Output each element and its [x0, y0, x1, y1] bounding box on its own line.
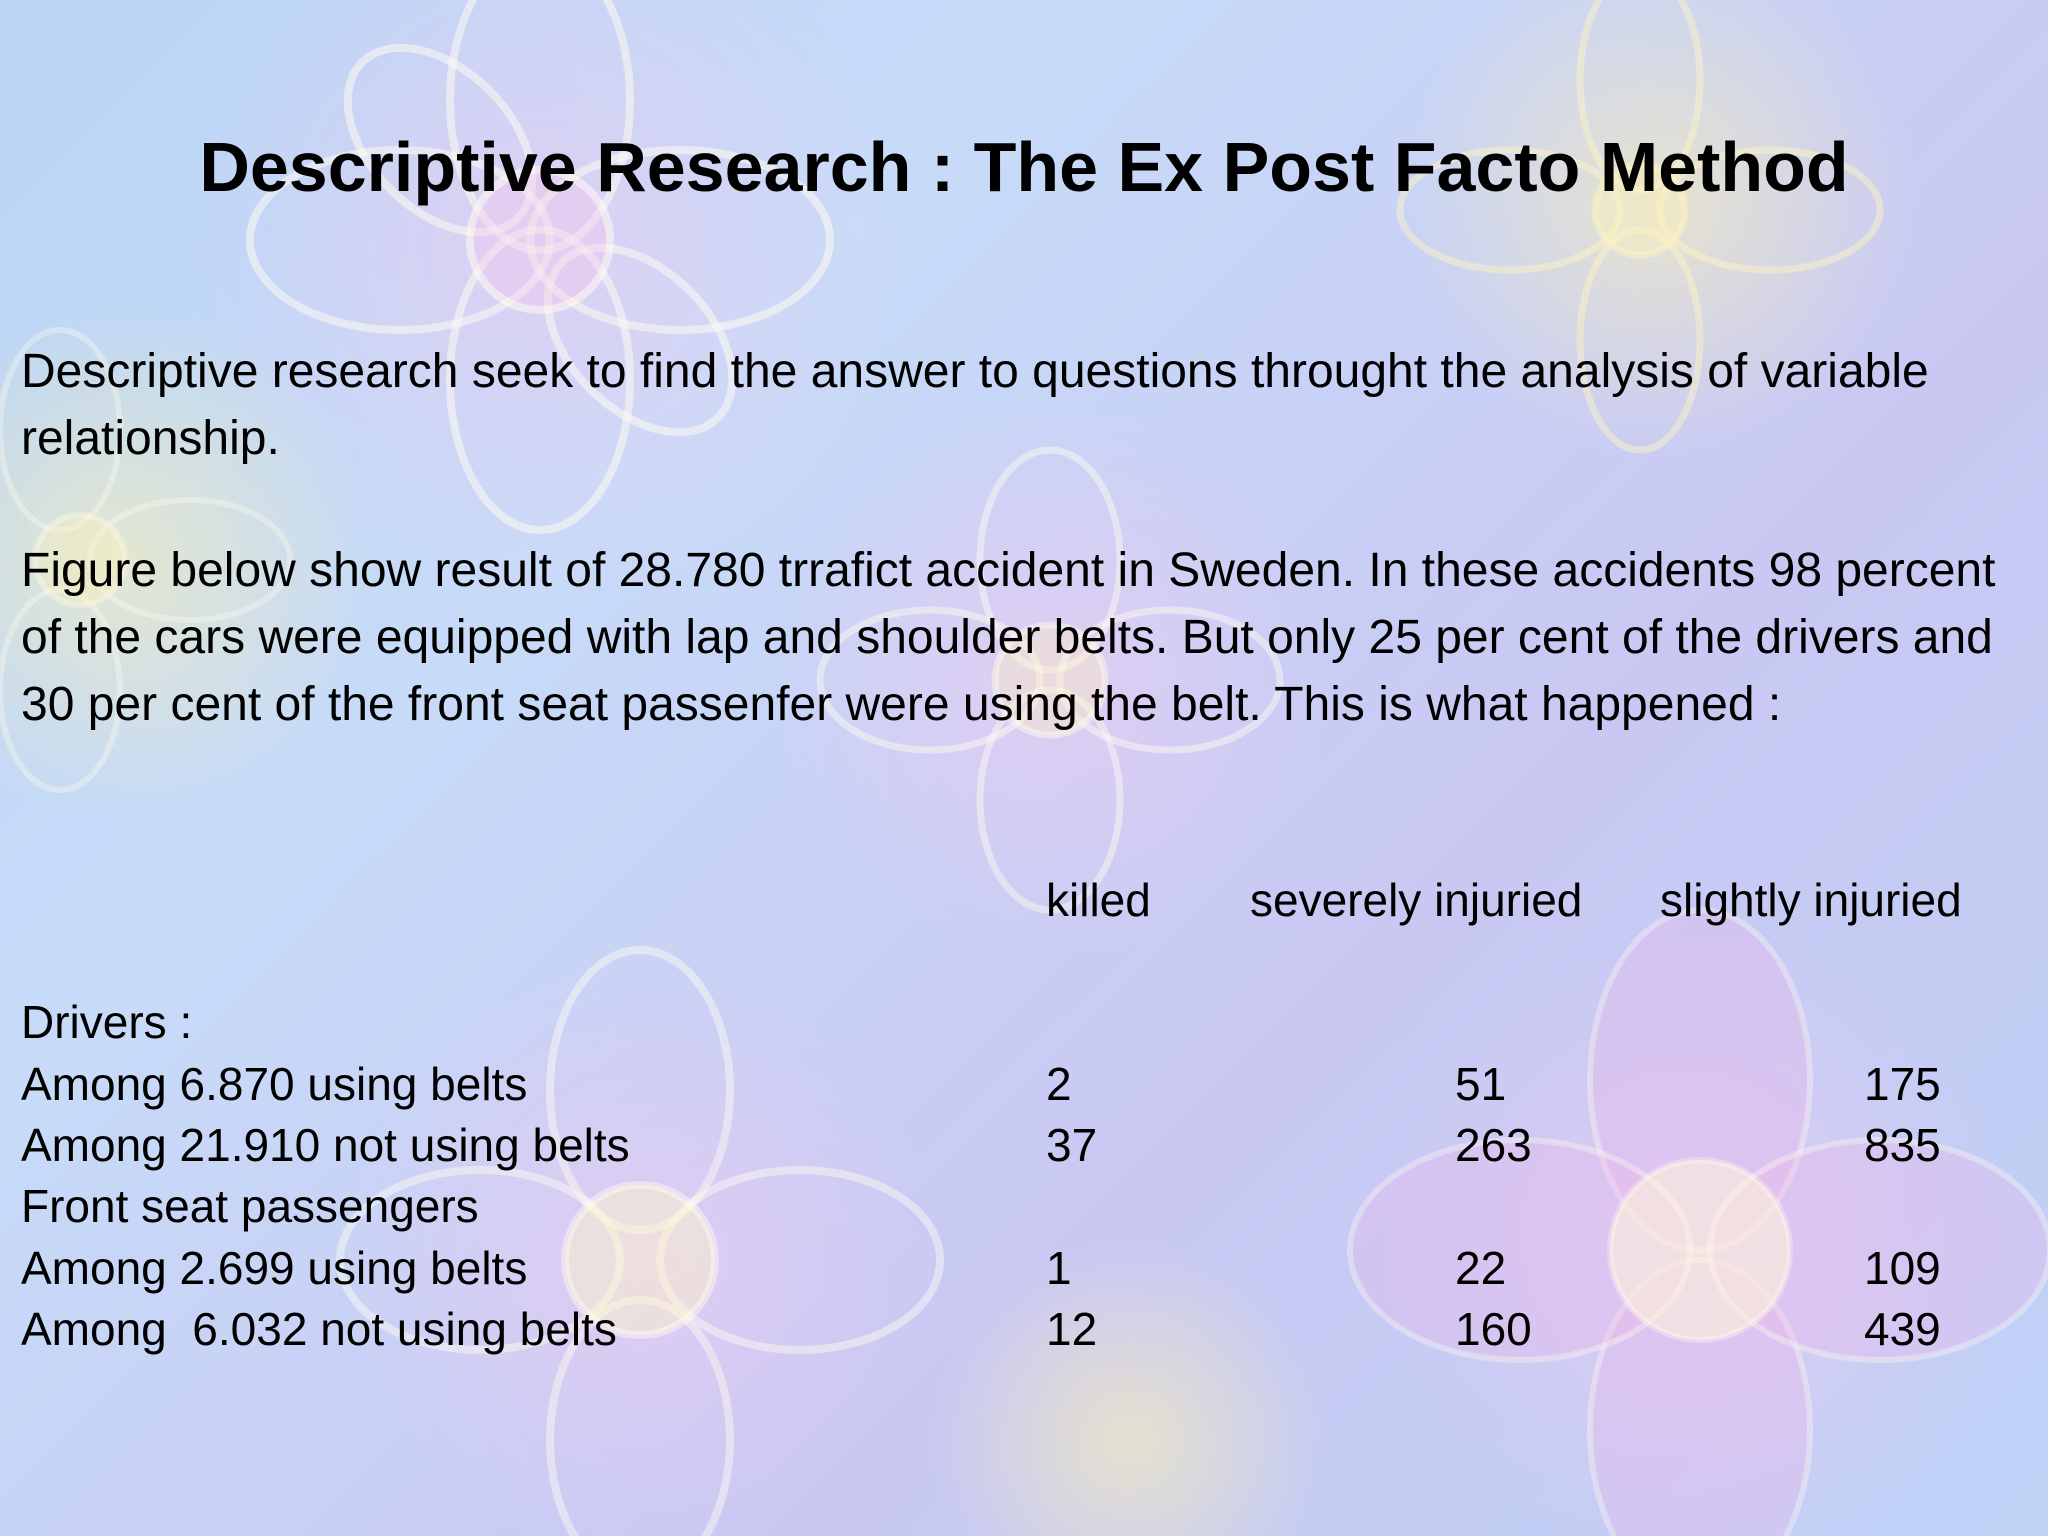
row-label: Among 6.032 not using belts: [21, 1303, 617, 1355]
cell-severely-injured: 22: [1455, 1242, 1507, 1294]
row-label: Among 21.910 not using belts: [21, 1119, 630, 1171]
cell-severely-injured: 263: [1455, 1119, 1532, 1171]
cell-severely-injured: 160: [1455, 1303, 1532, 1355]
header-slightly-injured: slightly injuried: [1660, 874, 1962, 926]
cell-killed: 12: [1046, 1303, 1098, 1355]
cell-slightly-injured: 835: [1864, 1119, 1941, 1171]
header-severely-injured: severely injuried: [1250, 874, 1583, 926]
slide-title: Descriptive Research : The Ex Post Facto Method: [199, 128, 1849, 206]
header-killed: killed: [1046, 874, 1151, 926]
group-label-drivers: Drivers :: [21, 996, 193, 1048]
row-label: Among 6.870 using belts: [21, 1058, 528, 1110]
cell-severely-injured: 51: [1455, 1058, 1507, 1110]
group-label-front-seat-passengers: Front seat passengers: [21, 1180, 479, 1232]
intro-paragraph: Descriptive research seek to find the answer to questions throught the analysis of variable relationship.: [21, 345, 1929, 465]
cell-slightly-injured: 109: [1864, 1242, 1941, 1294]
row-label: Among 2.699 using belts: [21, 1242, 528, 1294]
figure-description-paragraph: Figure below show result of 28.780 trrafict accident in Sweden. In these accidents 98 percent of the cars were equipped with lap and shoulder belts. But only 25 per cent of the drivers and 30 per cent of the front seat passenfer were using the belt. This is what happened :: [21, 544, 1996, 731]
cell-slightly-injured: 175: [1864, 1058, 1941, 1110]
cell-killed: 37: [1046, 1119, 1098, 1171]
cell-killed: 1: [1046, 1242, 1072, 1294]
cell-slightly-injured: 439: [1864, 1303, 1941, 1355]
cell-killed: 2: [1046, 1058, 1072, 1110]
